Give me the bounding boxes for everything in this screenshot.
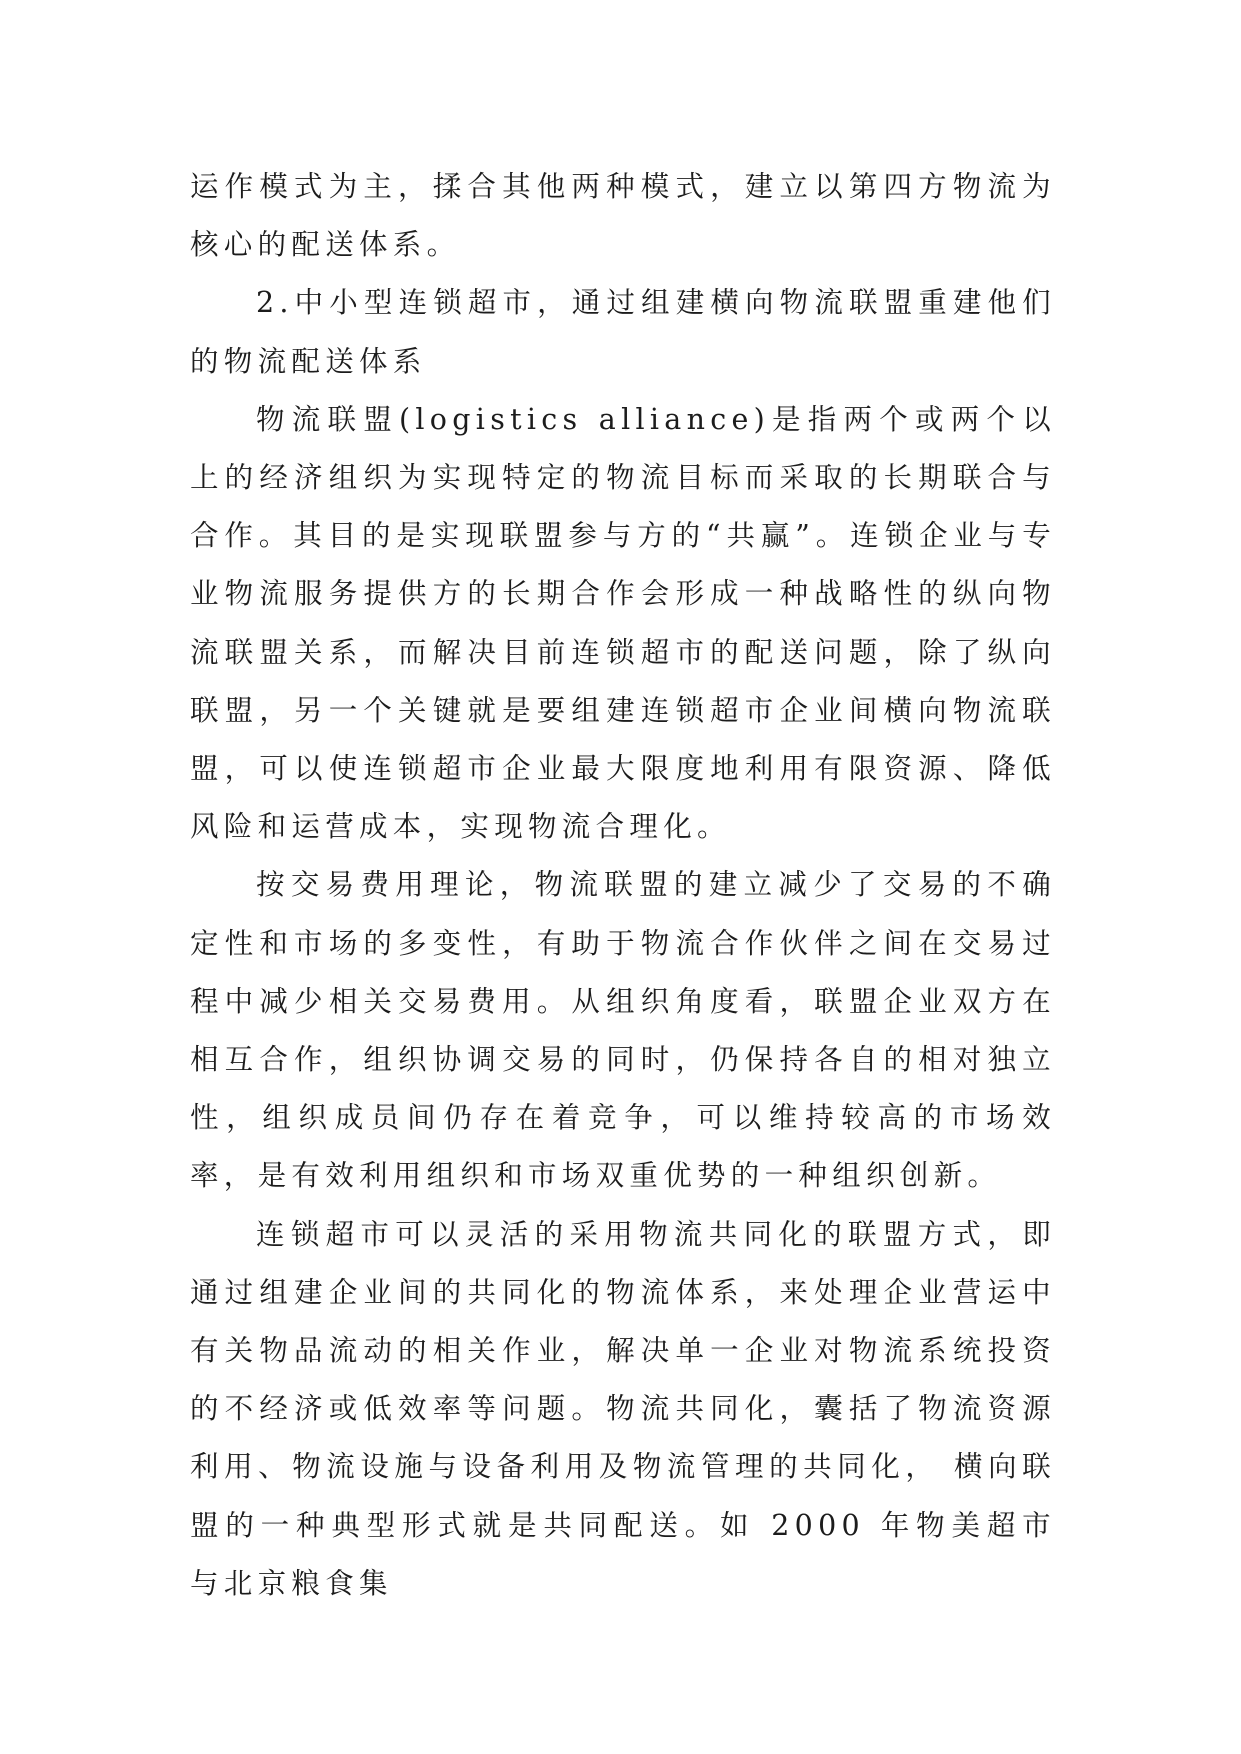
paragraph-continuation: 运作模式为主，揉合其他两种模式，建立以第四方物流为核心的配送体系。 [190, 170, 1056, 262]
paragraph-joint-distribution: 连锁超市可以灵活的采用物流共同化的联盟方式，即通过组建企业间的共同化的物流体系，来处理企业营运中有关物品流动的相关作业，解决单一企业对物流系统投资的不经济或低效率等问题。物流共同化，囊括了物流资源利用、物流设施与设备利用及物流管理的共同化， 横向联盟的一种典型形式就是共同配送。如 2000 年物美超市与北京粮食集 [190, 1217, 1056, 1600]
section-heading-paragraph: 2.中小型连锁超市，通过组建横向物流联盟重建他们的物流配送体系 [190, 286, 1056, 378]
body-text [190, 158, 1056, 1613]
paragraph-transaction-cost: 按交易费用理论，物流联盟的建立减少了交易的不确定性和市场的多变性，有助于物流合作伙伴之间在交易过程中减少相关交易费用。从组织角度看，联盟企业双方在相互合作，组织协调交易的同时，仍保持各自的相对独立性，组织成员间仍存在着竞争，可以维持较高的市场效率，是有效利用组织和市场双重优势的一种组织创新。 [190, 868, 1056, 1193]
paragraph-logistics-alliance: 物流联盟(logistics alliance)是指两个或两个以上的经济组织为实现特定的物流目标而采取的长期联合与合作。其目的是实现联盟参与方的“共赢”。连锁企业与专业物流服务提供方的长期合作会形成一种战略性的纵向物流联盟关系，而解决目前连锁超市的配送问题，除了纵向联盟，另一个关键就是要组建连锁超市企业间横向物流联盟，可以使连锁超市企业最大限度地利用有限资源、降低风险和运营成本，实现物流合理化。 [190, 402, 1056, 844]
